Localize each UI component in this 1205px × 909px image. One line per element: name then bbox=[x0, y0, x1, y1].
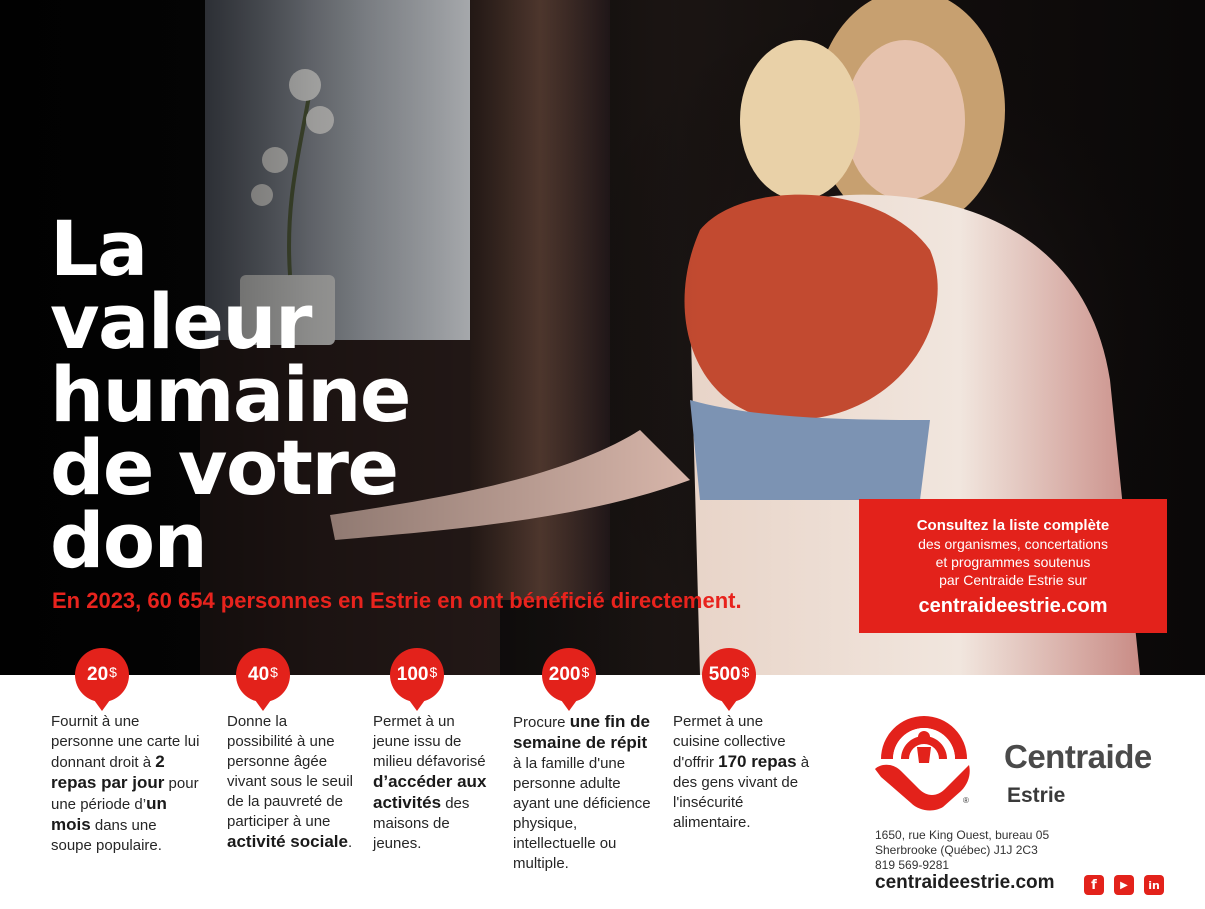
org-region: Estrie bbox=[1007, 784, 1066, 807]
tier-description-100: Permet à un jeune issu de milieu défavorisé d’accéder aux activités des maisons de jeunes. bbox=[373, 713, 487, 852]
tier-description-20: Fournit à une personne une carte lui donnant droit à 2 repas par jour pour une période d’un mois dans une soupe populaire. bbox=[51, 713, 200, 854]
social-links bbox=[1084, 875, 1164, 895]
tier-amount: 100 bbox=[396, 664, 429, 685]
tier-badge-200 bbox=[542, 648, 596, 702]
tier-amount: 20 bbox=[87, 664, 109, 685]
org-name: Centraide bbox=[1004, 738, 1152, 775]
tier-amount: 500 bbox=[708, 664, 741, 685]
address-line-2: Sherbrooke (Québec) J1J 2C3 bbox=[875, 843, 1038, 857]
cta-heading: Consultez la liste complète bbox=[916, 517, 1110, 534]
cta-line-3: par Centraide Estrie sur bbox=[939, 572, 1087, 588]
address-line-1: 1650, rue King Ouest, bureau 05 bbox=[875, 828, 1050, 842]
tier-badge-40 bbox=[236, 648, 290, 702]
currency-symbol: $ bbox=[429, 664, 438, 680]
tier-description-500: Permet à une cuisine collective d'offrir 170 repas à des gens vivant de l'insécurité alimentaire. bbox=[673, 713, 810, 831]
phone-number: 819 569-9281 bbox=[875, 858, 950, 872]
tier-description-40: Donne la possibilité à une personne âgée vivant sous le seuil de la pauvreté de participer à une activité sociale. bbox=[227, 713, 353, 851]
tier-amount: 40 bbox=[248, 664, 270, 685]
linkedin-icon[interactable]: in bbox=[1144, 875, 1164, 895]
youtube-icon[interactable]: ▶ bbox=[1114, 875, 1134, 895]
centraide-logo-icon bbox=[871, 697, 977, 811]
beneficiaries-stat: En 2023, 60 654 personnes en Estrie en ont bénéficié directement. bbox=[52, 588, 742, 613]
tier-description-200: Procure une fin de semaine de répit à la famille d'une personne adulte ayant une déficience physique, intellectuelle ou multiple. bbox=[513, 712, 651, 872]
currency-symbol: $ bbox=[109, 664, 117, 680]
footer-website-link[interactable]: centraideestrie.com bbox=[875, 872, 1055, 893]
cta-line-1: des organismes, concertations bbox=[918, 536, 1108, 552]
facebook-icon[interactable]: f bbox=[1084, 875, 1104, 895]
tier-amount: 200 bbox=[548, 664, 581, 685]
tier-badge-20 bbox=[75, 648, 129, 702]
cta-box bbox=[859, 499, 1167, 633]
cta-line-2: et programmes soutenus bbox=[935, 554, 1091, 570]
currency-symbol: $ bbox=[581, 664, 590, 680]
currency-symbol: $ bbox=[270, 664, 278, 680]
contact-address bbox=[875, 828, 1049, 873]
tier-badge-100 bbox=[390, 648, 444, 702]
cta-website-link[interactable]: centraideestrie.com bbox=[918, 595, 1108, 617]
headline: La valeur humaine de votre don bbox=[50, 204, 410, 585]
registered-mark: ® bbox=[963, 796, 969, 805]
tier-badge-500 bbox=[702, 648, 756, 702]
currency-symbol: $ bbox=[741, 664, 750, 680]
